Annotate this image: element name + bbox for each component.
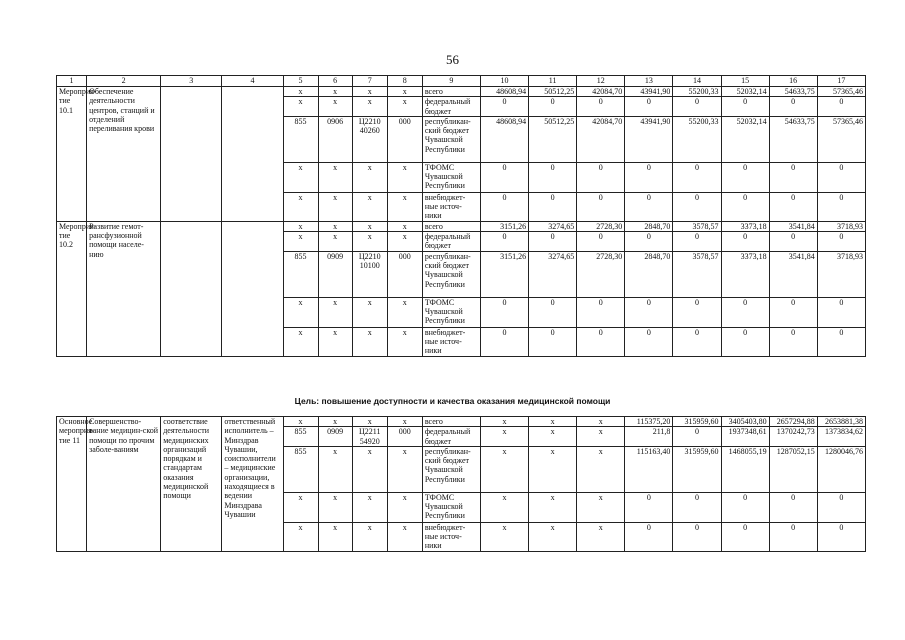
year-amount: x xyxy=(529,522,577,551)
year-amount: 0 xyxy=(817,492,865,522)
grbs-code: x xyxy=(283,297,318,327)
year-amount: x xyxy=(529,427,577,447)
year-amount: 315959,60 xyxy=(673,446,721,492)
year-amount: 0 xyxy=(673,427,721,447)
year-amount: 0 xyxy=(577,297,625,327)
year-amount: 0 xyxy=(769,297,817,327)
target-article-code: x xyxy=(352,417,387,427)
year-amount: x xyxy=(480,417,528,427)
year-amount: 0 xyxy=(625,297,673,327)
funding-source: республикан-ский бюджет Чувашской Республики xyxy=(422,446,480,492)
funding-source: всего xyxy=(422,221,480,231)
expense-type-code: x xyxy=(387,327,422,356)
section-code: 0909 xyxy=(318,427,352,447)
measure-code: Мероприя-тие 10.1 xyxy=(57,87,87,222)
year-amount: 1937348,61 xyxy=(721,427,769,447)
responsible-executor xyxy=(222,221,283,356)
year-amount: 211,8 xyxy=(625,427,673,447)
section-code: x xyxy=(318,192,352,221)
column-number: 17 xyxy=(817,76,865,87)
year-amount: 50512,25 xyxy=(529,87,577,97)
year-amount: 0 xyxy=(529,97,577,117)
funding-source: ТФОМС Чувашской Республики xyxy=(422,297,480,327)
column-number: 12 xyxy=(577,76,625,87)
section-code: x xyxy=(318,87,352,97)
year-amount: 0 xyxy=(769,192,817,221)
target-article-code: x xyxy=(352,522,387,551)
funding-source: внебюджет-ные источ-ники xyxy=(422,192,480,221)
funding-source: внебюджет-ные источ-ники xyxy=(422,522,480,551)
year-amount: 50512,25 xyxy=(529,116,577,162)
table-row xyxy=(57,417,866,427)
year-amount: 0 xyxy=(817,162,865,192)
year-amount: 57365,46 xyxy=(817,87,865,97)
year-amount: 3541,84 xyxy=(769,251,817,297)
year-amount: 42084,70 xyxy=(577,87,625,97)
year-amount: 55200,33 xyxy=(673,87,721,97)
year-amount: 0 xyxy=(673,232,721,252)
year-amount: 3151,26 xyxy=(480,251,528,297)
year-amount: 0 xyxy=(769,97,817,117)
expense-type-code: x xyxy=(387,297,422,327)
year-amount: 0 xyxy=(529,192,577,221)
year-amount: 3373,18 xyxy=(721,221,769,231)
year-amount: 52032,14 xyxy=(721,87,769,97)
column-number: 6 xyxy=(318,76,352,87)
grbs-code: 855 xyxy=(283,446,318,492)
year-amount: 3274,65 xyxy=(529,251,577,297)
funding-source: ТФОМС Чувашской Республики xyxy=(422,492,480,522)
section-code: x xyxy=(318,297,352,327)
year-amount: x xyxy=(577,427,625,447)
year-amount: 0 xyxy=(673,522,721,551)
page-number: 56 xyxy=(446,52,459,67)
year-amount: 0 xyxy=(721,327,769,356)
year-amount: 0 xyxy=(721,162,769,192)
funding-source: всего xyxy=(422,87,480,97)
expense-type-code: x xyxy=(387,221,422,231)
grbs-code: x xyxy=(283,417,318,427)
year-amount: 0 xyxy=(480,162,528,192)
year-amount: 0 xyxy=(721,192,769,221)
year-amount: 0 xyxy=(529,327,577,356)
year-amount: x xyxy=(529,492,577,522)
section-code: x xyxy=(318,221,352,231)
year-amount: 3274,65 xyxy=(529,221,577,231)
grbs-code: x xyxy=(283,522,318,551)
year-amount: 0 xyxy=(817,97,865,117)
grbs-code: x xyxy=(283,327,318,356)
funding-source: федеральный бюджет xyxy=(422,97,480,117)
year-amount: x xyxy=(480,522,528,551)
year-amount: 3578,57 xyxy=(673,251,721,297)
year-amount: 2848,70 xyxy=(625,251,673,297)
funding-source: федеральный бюджет xyxy=(422,232,480,252)
year-amount: 0 xyxy=(625,492,673,522)
grbs-code: x xyxy=(283,162,318,192)
year-amount: 57365,46 xyxy=(817,116,865,162)
grbs-code: x xyxy=(283,221,318,231)
year-amount: 2657294,88 xyxy=(769,417,817,427)
year-amount: x xyxy=(480,446,528,492)
target-article-code: x xyxy=(352,232,387,252)
expense-type-code: x xyxy=(387,192,422,221)
year-amount: 0 xyxy=(817,297,865,327)
year-amount: 1370242,73 xyxy=(769,427,817,447)
year-amount: 0 xyxy=(529,297,577,327)
section-code: x xyxy=(318,162,352,192)
year-amount: 42084,70 xyxy=(577,116,625,162)
year-amount: 0 xyxy=(769,232,817,252)
section-code: x xyxy=(318,232,352,252)
table-row xyxy=(57,87,866,97)
measure-name: Развитие гемот-рансфузионной помощи населе-нию xyxy=(87,221,161,356)
column-number: 2 xyxy=(87,76,161,87)
grbs-code: x xyxy=(283,87,318,97)
year-amount: 0 xyxy=(817,232,865,252)
expense-type-code: x xyxy=(387,522,422,551)
year-amount: 0 xyxy=(529,162,577,192)
year-amount: 1373834,62 xyxy=(817,427,865,447)
program-table xyxy=(56,75,866,357)
column-number: 14 xyxy=(673,76,721,87)
section-code: x xyxy=(318,446,352,492)
column-number: 7 xyxy=(352,76,387,87)
target-article-code: Ц2210 10100 xyxy=(352,251,387,297)
year-amount: 115375,20 xyxy=(625,417,673,427)
year-amount: 0 xyxy=(769,327,817,356)
responsible-executor xyxy=(222,87,283,222)
expense-type-code: x xyxy=(387,232,422,252)
grbs-code: x xyxy=(283,232,318,252)
year-amount: 1280046,76 xyxy=(817,446,865,492)
year-amount: 48608,94 xyxy=(480,87,528,97)
responsible-executor: ответственный исполнитель – Минздрав Чувашии, соисполнители – медицинские организации, находящиеся в ведении Минздрава Чувашии xyxy=(222,417,283,552)
expense-type-code: 000 xyxy=(387,427,422,447)
year-amount: 0 xyxy=(673,97,721,117)
year-amount: 2728,30 xyxy=(577,251,625,297)
year-amount: 52032,14 xyxy=(721,116,769,162)
year-amount: 0 xyxy=(625,232,673,252)
year-amount: 54633,75 xyxy=(769,87,817,97)
year-amount: x xyxy=(577,446,625,492)
column-number: 13 xyxy=(625,76,673,87)
target-article-code: x xyxy=(352,492,387,522)
section-code: x xyxy=(318,492,352,522)
year-amount: 3151,26 xyxy=(480,221,528,231)
measure-name: Совершенство-вание медицин-ской помощи по прочим заболе-ваниям xyxy=(87,417,161,552)
year-amount: x xyxy=(480,492,528,522)
funding-source: всего xyxy=(422,417,480,427)
target-article-code: x xyxy=(352,297,387,327)
year-amount: 48608,94 xyxy=(480,116,528,162)
year-amount: 0 xyxy=(673,192,721,221)
year-amount: 0 xyxy=(625,192,673,221)
column-number: 5 xyxy=(283,76,318,87)
section-code: x xyxy=(318,522,352,551)
year-amount: 0 xyxy=(577,162,625,192)
year-amount: 0 xyxy=(721,97,769,117)
year-amount: 0 xyxy=(721,492,769,522)
year-amount: 0 xyxy=(480,192,528,221)
year-amount: 0 xyxy=(721,232,769,252)
year-amount: 0 xyxy=(769,522,817,551)
column-number: 16 xyxy=(769,76,817,87)
column-number: 1 xyxy=(57,76,87,87)
year-amount: x xyxy=(480,427,528,447)
year-amount: 2728,30 xyxy=(577,221,625,231)
column-number: 10 xyxy=(480,76,528,87)
year-amount: 3541,84 xyxy=(769,221,817,231)
year-amount: 54633,75 xyxy=(769,116,817,162)
target-article-code: x xyxy=(352,87,387,97)
target-article-code: x xyxy=(352,162,387,192)
year-amount: 55200,33 xyxy=(673,116,721,162)
year-amount: 0 xyxy=(480,97,528,117)
target-article-code: x xyxy=(352,221,387,231)
year-amount: 0 xyxy=(625,327,673,356)
year-amount: 0 xyxy=(673,327,721,356)
column-number: 4 xyxy=(222,76,283,87)
year-amount: 0 xyxy=(480,297,528,327)
target-article-code: x xyxy=(352,192,387,221)
table-row xyxy=(57,221,866,231)
year-amount: 0 xyxy=(721,522,769,551)
column-number: 15 xyxy=(721,76,769,87)
year-amount: 0 xyxy=(817,192,865,221)
measure-code: Основное мероприя-тие 11 xyxy=(57,417,87,552)
measure-code: Мероприя-тие 10.2 xyxy=(57,221,87,356)
year-amount: 0 xyxy=(577,232,625,252)
goal-heading: Цель: повышение доступности и качества оказания медицинской помощи xyxy=(294,396,611,406)
year-amount: 0 xyxy=(577,327,625,356)
expense-type-code: x xyxy=(387,492,422,522)
year-amount: x xyxy=(577,417,625,427)
column-number-row xyxy=(57,76,866,87)
year-amount: 3718,93 xyxy=(817,221,865,231)
expense-type-code: x xyxy=(387,87,422,97)
target-article-code: x xyxy=(352,446,387,492)
section-code: 0909 xyxy=(318,251,352,297)
funding-source: ТФОМС Чувашской Республики xyxy=(422,162,480,192)
year-amount: 1468055,19 xyxy=(721,446,769,492)
year-amount: 43941,90 xyxy=(625,116,673,162)
target-indicator xyxy=(161,221,222,356)
year-amount: 0 xyxy=(480,327,528,356)
section-code: x xyxy=(318,327,352,356)
year-amount: 0 xyxy=(769,492,817,522)
target-indicator xyxy=(161,87,222,222)
year-amount: 3718,93 xyxy=(817,251,865,297)
year-amount: 3373,18 xyxy=(721,251,769,297)
target-article-code: x xyxy=(352,97,387,117)
year-amount: x xyxy=(577,492,625,522)
expense-type-code: x xyxy=(387,446,422,492)
column-number: 9 xyxy=(422,76,480,87)
target-indicator: соответствие деятельности медицинских организаций порядкам и стандартам оказания медицинской помощи xyxy=(161,417,222,552)
funding-source: внебюджет-ные источ-ники xyxy=(422,327,480,356)
expense-type-code: 000 xyxy=(387,116,422,162)
year-amount: 0 xyxy=(721,297,769,327)
expense-type-code: x xyxy=(387,417,422,427)
target-article-code: x xyxy=(352,327,387,356)
year-amount: 315959,60 xyxy=(673,417,721,427)
year-amount: 0 xyxy=(577,97,625,117)
grbs-code: x xyxy=(283,492,318,522)
expense-type-code: 000 xyxy=(387,251,422,297)
year-amount: 0 xyxy=(817,327,865,356)
funding-source: федеральный бюджет xyxy=(422,427,480,447)
year-amount: 2653881,38 xyxy=(817,417,865,427)
year-amount: 0 xyxy=(673,492,721,522)
year-amount: 0 xyxy=(577,192,625,221)
column-number: 8 xyxy=(387,76,422,87)
year-amount: 0 xyxy=(529,232,577,252)
section-code: 0906 xyxy=(318,116,352,162)
year-amount: 43941,90 xyxy=(625,87,673,97)
year-amount: 0 xyxy=(625,162,673,192)
grbs-code: x xyxy=(283,192,318,221)
year-amount: x xyxy=(577,522,625,551)
year-amount: 2848,70 xyxy=(625,221,673,231)
year-amount: 3405403,80 xyxy=(721,417,769,427)
section-code: x xyxy=(318,417,352,427)
year-amount: 0 xyxy=(480,232,528,252)
grbs-code: 855 xyxy=(283,116,318,162)
year-amount: 0 xyxy=(625,522,673,551)
year-amount: x xyxy=(529,417,577,427)
funding-source: республикан-ский бюджет Чувашской Республики xyxy=(422,251,480,297)
year-amount: 1287052,15 xyxy=(769,446,817,492)
grbs-code: x xyxy=(283,97,318,117)
target-article-code: Ц2210 40260 xyxy=(352,116,387,162)
expense-type-code: x xyxy=(387,162,422,192)
grbs-code: 855 xyxy=(283,251,318,297)
year-amount: 0 xyxy=(625,97,673,117)
year-amount: 0 xyxy=(769,162,817,192)
target-article-code: Ц2211 54920 xyxy=(352,427,387,447)
column-number: 3 xyxy=(161,76,222,87)
year-amount: 115163,40 xyxy=(625,446,673,492)
section-code: x xyxy=(318,97,352,117)
funding-source: республикан-ский бюджет Чувашской Республики xyxy=(422,116,480,162)
column-number: 11 xyxy=(529,76,577,87)
year-amount: x xyxy=(529,446,577,492)
expense-type-code: x xyxy=(387,97,422,117)
measure-name: Обеспечение деятельности центров, станций и отделений переливания крови xyxy=(87,87,161,222)
year-amount: 0 xyxy=(673,297,721,327)
year-amount: 3578,57 xyxy=(673,221,721,231)
program-table-continued xyxy=(56,416,866,552)
year-amount: 0 xyxy=(817,522,865,551)
year-amount: 0 xyxy=(673,162,721,192)
grbs-code: 855 xyxy=(283,427,318,447)
